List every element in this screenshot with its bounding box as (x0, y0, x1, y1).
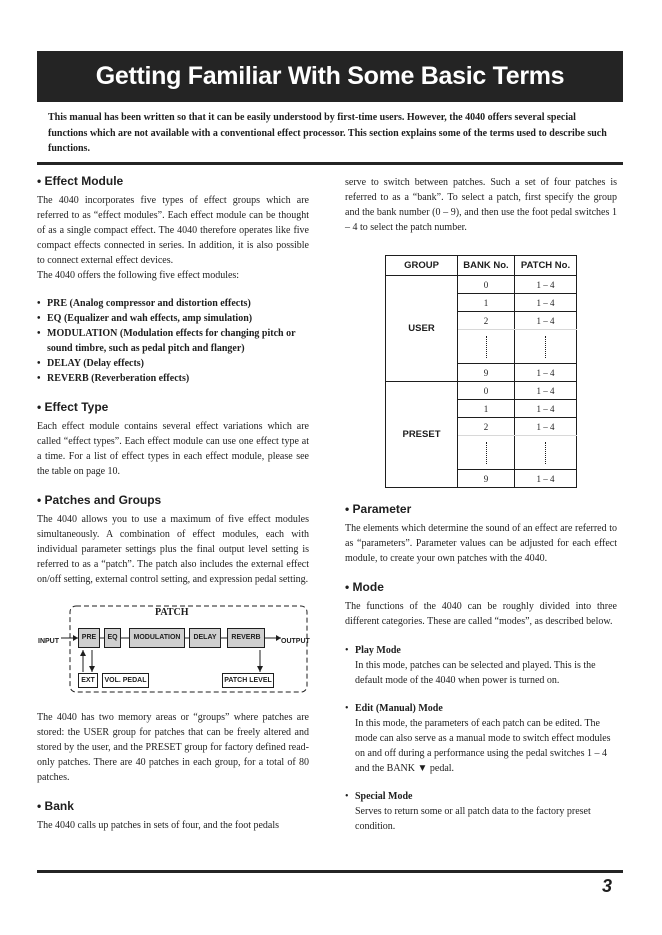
bank-cell: 2 (458, 418, 515, 436)
diagram-input-label: INPUT (38, 638, 59, 645)
patch-cell: 1 – 4 (515, 294, 577, 312)
effect-type-heading: • Effect Type (37, 400, 109, 414)
vertical-ellipsis (545, 442, 546, 464)
patches-paragraph: The 4040 allows you to use a maximum of five effect modules simultaneously. A combination of effect modules, each with individual parameter settings plus the final output level setting is referred to as a “patch”. The patch also includes the external effect on/off setting, external control setting, and expression pedal setting. (37, 514, 309, 585)
delay-module-box: DELAY (189, 628, 221, 648)
list-item (345, 643, 617, 688)
top-divider (37, 162, 623, 165)
patches-heading: • Patches and Groups (37, 493, 162, 507)
bank-paragraph-continued: serve to switch between patches. Such a set of four patches is referred to as a “bank”. To select a patch, first specify the group and the bank number (0 – 9), and then use the foot pedal switches 1 – 4 to select the patch number. (345, 177, 617, 233)
patch-cell: 1 – 4 (515, 400, 577, 418)
ellipsis-cell (515, 436, 577, 470)
effect-module-intro: The 4040 offers the following five effect modules: (37, 270, 240, 281)
list-item: • PRE (Analog compressor and distortion effects) (37, 296, 309, 311)
table-row (386, 276, 577, 294)
mode-list (345, 643, 617, 834)
table-header: PATCH No. (515, 256, 577, 276)
page-number: 3 (601, 876, 612, 896)
mode-title: Play Mode (355, 645, 401, 656)
bank-cell: 0 (458, 276, 515, 294)
pre-module-box: PRE (78, 628, 100, 648)
list-item: • DELAY (Delay effects) (37, 356, 309, 371)
list-item (345, 701, 617, 776)
bank-table (385, 255, 577, 488)
table-header: BANK No. (458, 256, 515, 276)
bank-cell: 0 (458, 382, 515, 400)
mode-title: Edit (Manual) Mode (355, 703, 443, 714)
ellipsis-cell (458, 436, 515, 470)
group-cell-preset: PRESET (386, 382, 458, 488)
vol-pedal-box: VOL. PEDAL (102, 673, 149, 688)
vertical-ellipsis (486, 336, 487, 358)
mode-heading: • Mode (345, 580, 384, 594)
modulation-module-box: MODULATION (129, 628, 185, 648)
bank-cell: 1 (458, 400, 515, 418)
title-banner (37, 51, 623, 102)
mode-title: Special Mode (355, 791, 413, 802)
patch-cell: 1 – 4 (515, 312, 577, 330)
patch-cell: 1 – 4 (515, 364, 577, 382)
mode-description: In this mode, patches can be selected and played. This is the default mode of the 4040 when power is turned on. (355, 660, 596, 686)
table-header: GROUP (386, 256, 458, 276)
reverb-module-box: REVERB (227, 628, 265, 648)
effect-module-list (37, 296, 309, 386)
mode-description: Serves to return some or all patch data to the factory preset condition. (355, 806, 591, 832)
right-column (345, 175, 617, 834)
patch-cell: 1 – 4 (515, 276, 577, 294)
bottom-divider (37, 870, 623, 873)
groups-paragraph: The 4040 has two memory areas or “groups” where patches are stored: the USER group for patches that can be freely altered and stored by the user, and the PRESET group for factory defined read-only patches. There are 40 patches in each group, for a total of 80 patches. (37, 712, 309, 783)
ext-box: EXT (78, 673, 98, 688)
patch-cell: 1 – 4 (515, 418, 577, 436)
bank-cell: 1 (458, 294, 515, 312)
list-item (345, 789, 617, 834)
vertical-ellipsis (545, 336, 546, 358)
bank-cell: 9 (458, 364, 515, 382)
effect-module-heading: • Effect Module (37, 174, 124, 188)
eq-module-box: EQ (104, 628, 121, 648)
intro-text: This manual has been written so that it can be easily understood by first-time users. However, the 4040 offers several special functions which are not available with a conventional effect processor. This section explains some of the terms used to describe such functions. (48, 112, 607, 154)
bank-cell: 9 (458, 470, 515, 488)
patch-cell: 1 – 4 (515, 470, 577, 488)
list-item: • REVERB (Reverberation effects) (37, 371, 309, 386)
list-item: • EQ (Equalizer and wah effects, amp simulation) (37, 311, 309, 326)
effect-type-paragraph: Each effect module contains several effect variations which are called “effect types”. Each effect module can use one effect type at a time. For a list of effect types in each effect module, please see the table on page 10. (37, 421, 309, 477)
diagram-title: PATCH (155, 607, 189, 618)
bank-cell: 2 (458, 312, 515, 330)
bank-heading: • Bank (37, 799, 74, 813)
ellipsis-cell (458, 330, 515, 364)
bank-paragraph-start: The 4040 calls up patches in sets of four, and the foot pedals (37, 820, 280, 831)
mode-description: In this mode, the parameters of each patch can be edited. The mode can also serve as a manual mode to switch effect modules on and off during a performance using the pedal switches 1 – 4 and the BANK ▼ pedal. (355, 718, 611, 774)
page-title: Getting Familiar With Some Basic Terms (95, 62, 565, 90)
parameter-paragraph: The elements which determine the sound of an effect are referred to as “parameters”. Parameter values can be adjusted for each effect module, to create your own patches with the 4040. (345, 523, 617, 564)
list-item: • MODULATION (Modulation effects for changing pitch or sound timbre, such as pedal pitch and flanger) (37, 326, 309, 356)
mode-paragraph: The functions of the 4040 can be roughly divided into three different categories. These are called “modes”, as described below. (345, 601, 617, 627)
ellipsis-cell (515, 330, 577, 364)
effect-module-paragraph: The 4040 incorporates five types of effect groups which are referred to as “effect modules”. Each effect module can be thought of as a single compact effect. The 4040 therefore operates like five compact effects connected in series. In addition, it is also possible to connect external effect devices. (37, 195, 309, 266)
parameter-heading: • Parameter (345, 502, 412, 516)
vertical-ellipsis (486, 442, 487, 464)
diagram-output-label: OUTPUT (281, 638, 310, 645)
patch-cell: 1 – 4 (515, 382, 577, 400)
table-row (386, 382, 577, 400)
patch-level-box: PATCH LEVEL (222, 673, 274, 688)
patch-diagram (37, 600, 309, 698)
left-column (37, 173, 309, 833)
group-cell-user: USER (386, 276, 458, 382)
